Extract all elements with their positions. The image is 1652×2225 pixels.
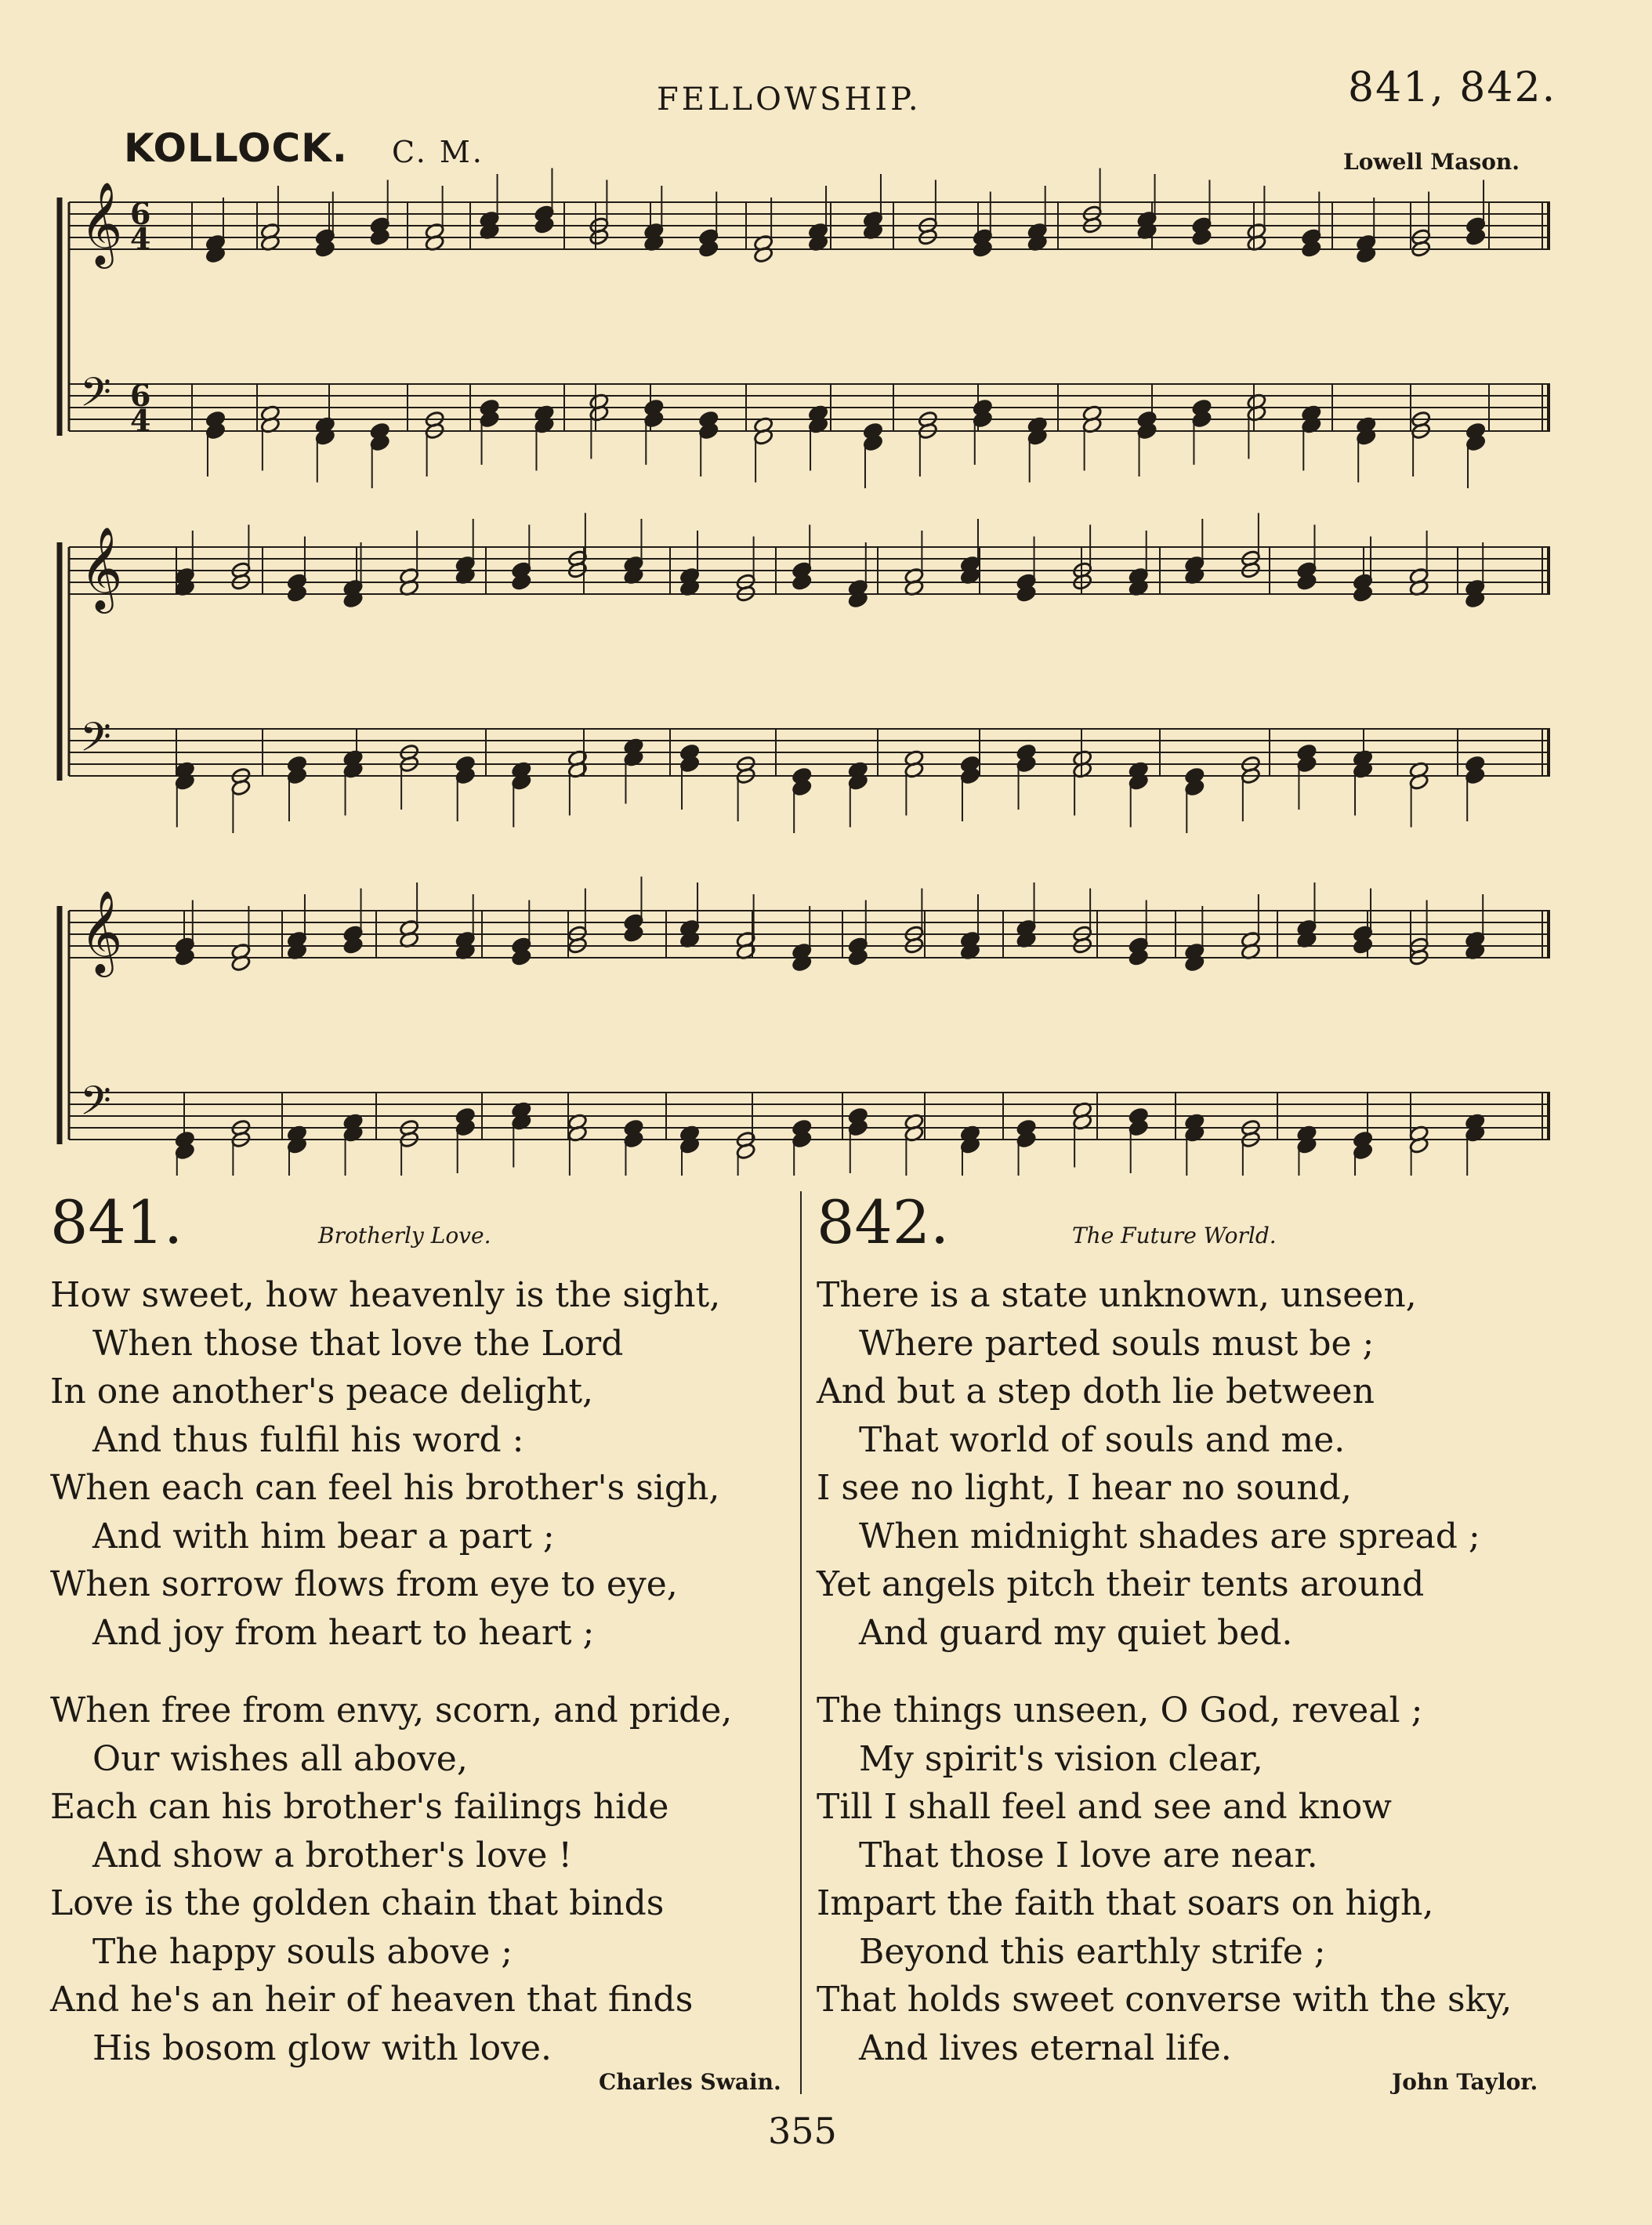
page-number: 355 — [768, 2110, 837, 2152]
hymn-number: 841. — [50, 1187, 183, 1257]
tune-name: KOLLOCK. — [124, 125, 348, 171]
stanza — [50, 1687, 787, 2072]
hymn-number: 842. — [817, 1187, 950, 1257]
verse-line: When free from envy, scorn, and pride, — [50, 1690, 733, 1730]
verse-line: The things unseen, O God, reveal ; — [817, 1690, 1423, 1730]
hymn-subtitle: Brotherly Love. — [318, 1223, 491, 1248]
bass-clef-icon: 𝄢 — [80, 713, 111, 770]
verse-line: There is a state unknown, unseen, — [817, 1275, 1417, 1315]
stanza — [817, 1271, 1553, 1657]
verse-line: That world of souls and me. — [859, 1419, 1346, 1460]
hymn-subtitle: The Future World. — [1072, 1223, 1277, 1248]
time-signature-top: 6 — [130, 196, 151, 231]
verse-line: When midnight shades are spread ; — [859, 1516, 1480, 1556]
verse-line: That holds sweet converse with the sky, — [817, 1980, 1513, 2020]
verse-line: When each can feel his brother's sigh, — [50, 1468, 720, 1508]
verse-line: When sorrow flows from eye to eye, — [50, 1564, 678, 1604]
verse-line: And guard my quiet bed. — [859, 1612, 1293, 1653]
hymn-numbers: 841, 842. — [1348, 64, 1557, 111]
verse-line: Love is the golden chain that binds — [50, 1883, 665, 1923]
verse-line: Where parted souls must be ; — [859, 1323, 1375, 1364]
verse-line: In one another's peace delight, — [50, 1372, 593, 1411]
treble-clef-icon: 𝄞 — [80, 890, 123, 973]
stanza — [817, 1687, 1553, 2072]
verse-line: Impart the faith that soars on high, — [817, 1883, 1434, 1923]
verse-line: And joy from heart to heart ; — [92, 1612, 595, 1653]
stanza — [50, 1271, 787, 1657]
section-title: FELLOWSHIP. — [657, 82, 922, 118]
time-signature-bottom: 4 — [130, 221, 151, 256]
verse-line: Yet angels pitch their tents around — [817, 1564, 1425, 1604]
hymn-841 — [50, 1187, 787, 2102]
verse-line: Our wishes all above, — [92, 1738, 468, 1779]
column-divider — [800, 1191, 802, 2094]
treble-clef-icon: 𝄞 — [80, 181, 123, 265]
verse-line: My spirit's vision clear, — [859, 1738, 1263, 1779]
composer: Lowell Mason. — [1343, 149, 1520, 175]
verse-line: His bosom glow with love. — [92, 2028, 552, 2068]
bass-clef-icon: 𝄢 — [80, 1077, 111, 1134]
hymn-842 — [817, 1187, 1553, 2102]
time-signature-top: 6 — [130, 378, 151, 413]
verse-line: And show a brother's love ! — [92, 1835, 573, 1875]
verse-line: Till I shall feel and see and know — [817, 1787, 1392, 1827]
verse-line: When those that love the Lord — [92, 1323, 624, 1364]
meter: C. M. — [392, 135, 484, 169]
verse-line: And with him bear a part ; — [92, 1516, 555, 1556]
verse-line: Each can his brother's failings hide — [50, 1787, 669, 1827]
treble-clef-icon: 𝄞 — [80, 526, 123, 610]
verse-line: I see no light, I hear no sound, — [817, 1468, 1352, 1508]
verse-line: And lives eternal life. — [859, 2028, 1232, 2068]
bass-clef-icon: 𝄢 — [80, 368, 111, 426]
verse-line: How sweet, how heavenly is the sight, — [50, 1275, 721, 1315]
verse-line: And he's an heir of heaven that finds — [50, 1980, 694, 2020]
author-842: John Taylor. — [1392, 2069, 1538, 2095]
verse-line: Beyond this earthly strife ; — [859, 1931, 1326, 1972]
author-841: Charles Swain. — [599, 2069, 781, 2095]
time-signature-bottom: 4 — [130, 403, 151, 438]
verse-line: And but a step doth lie between — [817, 1372, 1375, 1411]
verse-line: That those I love are near. — [859, 1835, 1318, 1875]
verse-line: And thus fulfil his word : — [92, 1419, 524, 1460]
verse-line: The happy souls above ; — [92, 1931, 513, 1972]
